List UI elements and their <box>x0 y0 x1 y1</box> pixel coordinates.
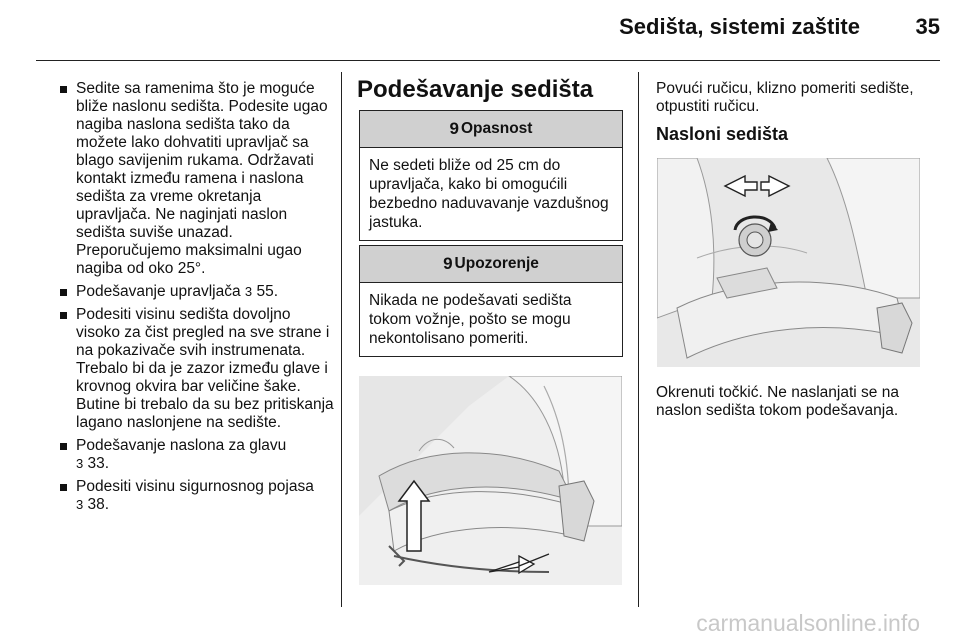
warning-triangle-icon: 9 <box>443 254 453 273</box>
callout-label: Upozorenje <box>454 255 539 272</box>
seat-slide-illustration <box>359 376 622 585</box>
column-divider-left <box>341 72 342 607</box>
list-item <box>58 437 336 473</box>
column-divider-right <box>638 72 639 607</box>
list-item-text: Podesiti visinu sedišta dovoljno visoko za čist pregled na sve strane i na pokazivače svih instrumenata. Trebalo bi da je zazor između glave i krovnog okvira bar veličine šake. Butine bi trebalo da su bez pritiskanja lagano naslonjene na sedište. <box>76 306 334 431</box>
list-item-text: Podesiti visinu sigurnosnog pojasa <box>76 478 314 495</box>
seatback-recline-illustration <box>657 158 920 367</box>
callout-text: Ne sedeti bliže od 25 cm do upravljača, kako bi omogućili bezbedno naduvavanje vazdušnog jastuka. <box>369 157 609 231</box>
danger-callout <box>359 110 623 241</box>
watermark: carmanualsonline.info <box>696 610 920 636</box>
caution-callout <box>359 245 623 357</box>
list-item <box>58 283 336 301</box>
callout-header <box>360 246 622 283</box>
subsection-title: Nasloni sedišta <box>656 124 789 144</box>
list-item <box>58 80 336 278</box>
bullet-square-icon <box>60 443 67 450</box>
page-reference[interactable]: 55. <box>256 283 279 300</box>
callout-text: Nikada ne podešavati sedišta tokom vožnje, pošto se mogu nekontolisano pomeriti. <box>369 292 572 347</box>
callout-label: Opasnost <box>460 120 533 137</box>
bullet-square-icon <box>60 312 67 319</box>
bullet-square-icon <box>60 484 67 491</box>
caption-text: Okrenuti točkić. Ne naslanjati se na naslon sedišta tokom podešavanja. <box>656 384 899 419</box>
reference-arrow-icon[interactable]: 3 <box>76 497 84 512</box>
header-title: Sedišta, sistemi zaštite <box>619 14 860 39</box>
reference-arrow-icon[interactable]: 3 <box>76 456 84 471</box>
page-reference[interactable]: 38. <box>87 496 110 513</box>
page-reference[interactable]: 33. <box>87 455 110 472</box>
list-item-text: Podešavanje upravljača <box>76 283 241 300</box>
list-item <box>58 306 336 432</box>
section-title: Podešavanje sedišta <box>357 76 594 103</box>
header-rule <box>36 60 940 61</box>
bullet-square-icon <box>60 289 67 296</box>
callout-header <box>360 111 622 148</box>
bullet-list <box>58 80 336 519</box>
list-item-text: Podešavanje naslona za glavu <box>76 437 287 454</box>
reference-arrow-icon[interactable]: 3 <box>244 284 253 299</box>
list-item-text: Sedite sa ramenima što je moguće bliže naslonu sedišta. Podesite ugao nagiba naslona sedišta tako da možete lako dohvatiti upravljač sa blago savijenim rukama. Održavati kontakt između ramena i naslona sedišta za vreme okretanja upravljača. Ne naginjati naslon sedišta suviše unazad. Preporučujemo maksimalni ugao nagiba od oko 25°. <box>76 80 328 277</box>
warning-triangle-icon: 9 <box>449 119 459 138</box>
bullet-square-icon <box>60 86 67 93</box>
intro-text: Povući ručicu, klizno pomeriti sedište, otpustiti ručicu. <box>656 80 914 115</box>
page-number: 35 <box>915 14 940 39</box>
list-item <box>58 478 336 514</box>
